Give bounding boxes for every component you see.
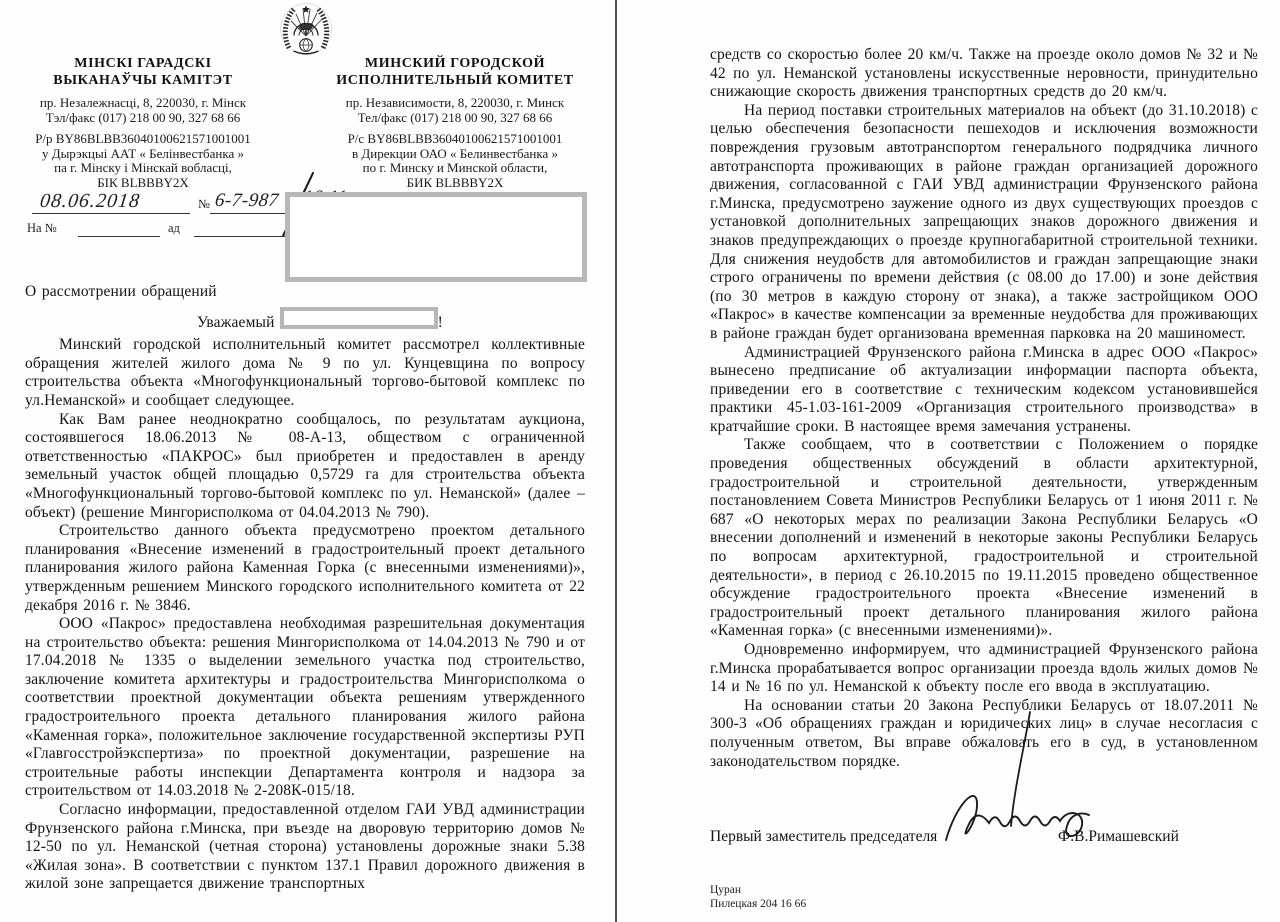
coat-of-arms-icon: [279, 2, 333, 56]
org-bik-ru: БИК BLBBBY2X: [406, 174, 504, 190]
org-address-ru: пр. Независимости, 8, 220030, г. Минск: [345, 95, 565, 110]
org-phone-ru: Тел/факс (017) 218 00 90, 327 68 66: [357, 109, 553, 125]
executor-name: Цуран: [710, 884, 742, 896]
salutation-line: [25, 307, 585, 333]
paragraph: ООО «Пакрос» предоставлена необходимая разрешительная документация на строительство объекта: решения Мингорисполкома от 14.04.2013 № 790 и от 17.04.2018 № 1335 о выделении земельного участка под строительство, заключение комитета архитектуры и градостроительства Мингорисполкома о соответствии проектной документации объекта решениям утвержденного градостроительного проекта детального планирования жилого района «Каменная горка», положительное заключение государственной экспертизы РУП «Главгосстройэкспертиза» по проектной документации, разрешение на строительные работы инспекции Департамента контроля и надзора за строительством от 14.03.2018 № 2-208К-015/18.: [25, 615, 585, 800]
paragraph: Одновременно информируем, что администрацией Фрунзенского района г.Минска прорабатывается вопрос организации проезда вдоль жилых домов № 14 и № 16 по ул. Неманской к объекту после его ввода в эксплуатацию.: [710, 641, 1258, 696]
salutation-prefix: Уважаемый: [197, 313, 275, 331]
page2-body: [710, 46, 1258, 771]
paragraph: средств со скоростью более 20 км/ч. Также на проезде около домов № 32 и № 42 по ул. Неманской установлены искусственные неровности, принудительно снижающие скорость движения транспортных средств до 20 км/ч.: [710, 46, 1258, 101]
signatory-name: Ф.В.Римашевский: [1058, 828, 1179, 845]
org-phone-by: Тэл/факс (017) 218 00 90, 327 68 66: [45, 109, 241, 125]
ref-from-label: ад: [168, 221, 180, 235]
org-account-ru: Р/с BY86BLBB36040100621571001001: [347, 131, 563, 146]
page1-body: [25, 283, 585, 894]
org-bank1-by: у Дырэкцыі ААТ « Белінвестбанка »: [41, 145, 245, 161]
date-underline: [32, 213, 190, 214]
org-bank2-by: па г. Мінску і Мінскай вобласці,: [54, 160, 232, 175]
org-bank1-ru: в Дирекции ОАО « Белинвестбанка »: [351, 145, 558, 161]
paragraph: Также сообщаем, что в соответствии с Положением о порядке проведения общественных обсуждений в области архитектурной, градостроительной и строительной деятельности, утвержденным постановлением Совета Министров Республики Беларусь от 1 июня 2011 г. № 687 «О некоторых мерах по реализации Закона Республики Беларусь «О внесении дополнений и изменений в некоторые законы Республики Беларусь по вопросам архитектурной, градостроительной и строительной деятельности», в период с 26.10.2015 по 19.11.2015 проведено общественное обсуждение градостроительного проекта «Внесение изменений в градостроительный проект детального планирования жилого района «Каменная горка» (с внесенными изменениями)».: [710, 436, 1258, 640]
redacted-name: [280, 307, 438, 329]
org-account-by: Р/р BY86BLBB36040100621571001001: [35, 131, 251, 146]
ref-underline-1: [78, 236, 160, 237]
org-header-russian: [330, 55, 580, 190]
org-address-by: пр. Незалежнасці, 8, 220030, г. Мінск: [39, 95, 247, 110]
paragraph: Как Вам ранее неоднократно сообщалось, по результатам аукциона, состоявшегося 18.06.2013 № 08-А-13, обществом с ограниченной ответственностью «ПАКРОС» был приобретен и предоставлен в аренду земельный участок общей площадью 0,5729 га для строительства объекта «Многофункциональный торгово-бытовой комплекс по ул. Неманской» (далее – объект) (решение Мингорисполкома от 04.04.2013 № 790).: [25, 410, 585, 521]
redacted-recipient-block: [285, 192, 587, 282]
org-title-by-1: МІНСКІ ГАРАДСКІ: [74, 56, 212, 71]
org-title-ru-2: ИСПОЛНИТЕЛЬНЫЙ КОМИТЕТ: [336, 73, 574, 88]
org-bik-by: БІК BLBBBY2X: [97, 174, 189, 190]
paragraph: На основании статьи 20 Закона Республики Беларусь от 18.07.2011 № 300-3 «Об обращениях граждан и юридических лиц» в случае несогласия с полученным ответом, Вы вправе обжаловать его в суд, в установленном законодательством порядке.: [710, 696, 1258, 770]
subject-line: О рассмотрении обращений: [25, 283, 217, 300]
org-title-ru-1: МИНСКИЙ ГОРОДСКОЙ: [364, 56, 546, 71]
signatory-position: Первый заместитель председателя: [710, 828, 938, 845]
number-label: №: [198, 197, 210, 211]
paragraph: Согласно информации, предоставленной отделом ГАИ УВД администрации Фрунзенского района г.Минска, при въезде на дворовую территорию домов № 12-50 по ул. Неманской (четная сторона) установлены дорожные знаки 5.38 «Жилая зона». В соответствии с пунктом 137.1 Правил дорожного движения в жилой зоне запрещается движение транспортных: [25, 801, 585, 893]
handwritten-number: 6-7-987: [213, 190, 281, 211]
org-header-belarusian: [28, 55, 258, 190]
executor-footer: [710, 884, 806, 911]
ref-label: На №: [27, 221, 57, 235]
org-bank2-ru: по г. Минску и Минской области,: [362, 160, 548, 175]
org-title-by-2: ВЫКАНАЎЧЫ КАМІТЭТ: [53, 73, 233, 88]
executor-contact: Пилецкая 204 16 66: [710, 897, 807, 910]
salutation-suffix: !: [437, 313, 443, 331]
paragraph: Строительство данного объекта предусмотрено проектом детального планирования «Внесение изменений в градостроительный проект детального планирования жилого района Каменная Горка (с внесенными изменениями)», утвержденным решением Минского городского исполнительного комитета от 22 декабря 2016 г. № 3846.: [25, 522, 585, 614]
handwritten-date: 08.06.2018: [38, 190, 142, 212]
paragraph: Минский городской исполнительный комитет рассмотрел коллективные обращения жителей жилого дома № 9 по ул. Кунцевщина по вопросу строительства объекта «Многофункциональный торгово-бытовой комплекс по ул.Неманской» и сообщает следующее.: [25, 336, 585, 409]
paragraph: Администрацией Фрунзенского района г.Минска в адрес ООО «Пакрос» вынесено предписание об актуализации информации паспорта объекта, приведении его в соответствие с техническим кодексом установившейся практики 45-1.03-161-2009 «Организация строительного производства» в кратчайшие сроки. В настоящее время замечания устранены.: [710, 343, 1258, 435]
paragraph: На период поставки строительных материалов на объект (до 31.10.2018) с целью обеспечения безопасности пешеходов и исключения возможности повреждения грузовым автотранспортом генерального подрядчика личного автотранспорта проживающих в районе граждан организацией дорожного движения, согласованной с ГАИ УВД администрации Фрунзенского района г.Минска, предусмотрено заужение одного из двух существующих проездов с установкой дополнительных запрещающих знаков дорожного движения и знаков предупреждающих о проезде крупногабаритной строительной техники. Для снижения неудобств для автомобилистов и граждан запрещающие знаки строго ограничены по времени действия (с 08.00 до 17.00) и зоне действия (по 30 метров в каждую сторону от знака), а также застройщиком ООО «Пакрос» в качестве компенсации за временные неудобства для проживающих в районе граждан будет организована временная парковка на 20 машиномест.: [710, 101, 1258, 342]
page-divider: [615, 0, 617, 922]
